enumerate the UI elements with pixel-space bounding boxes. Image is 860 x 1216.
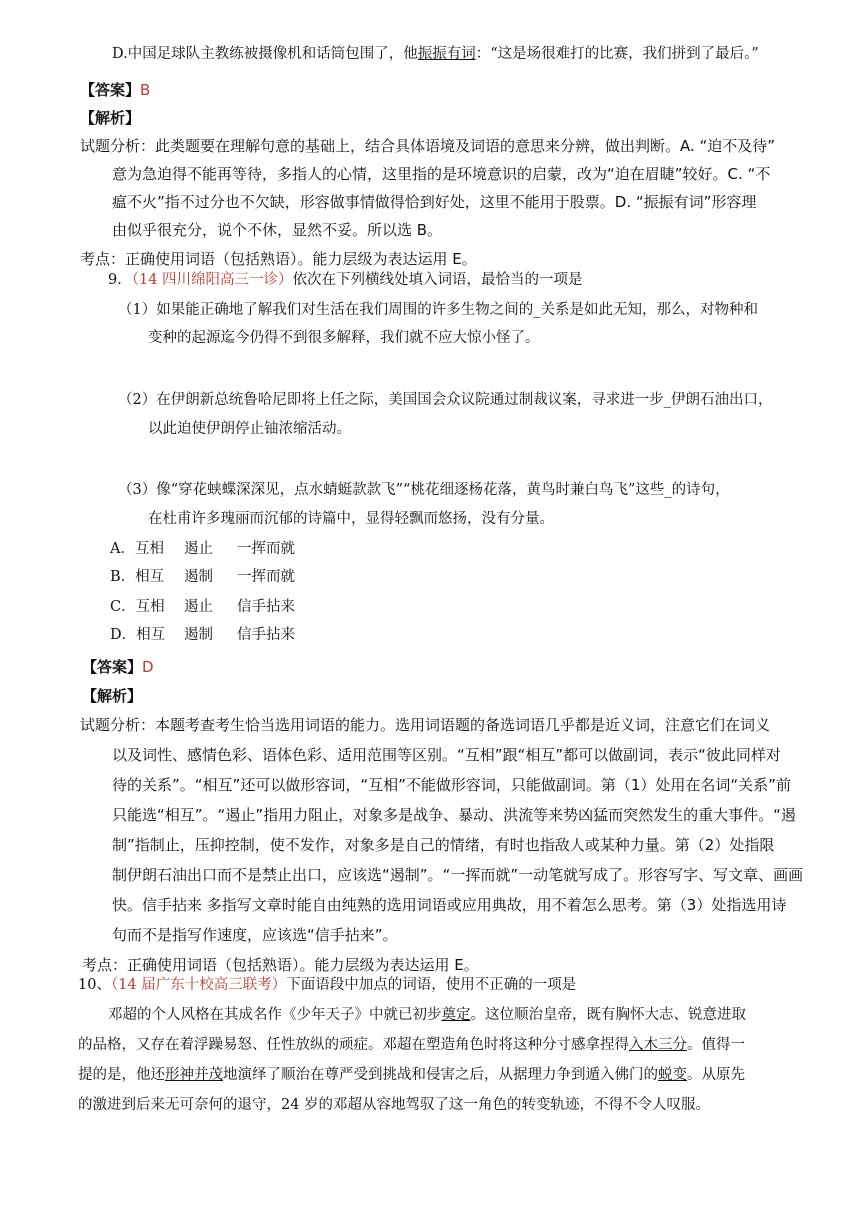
para-text: 。值得一 [687,1037,745,1053]
q9-source: （14 四川绵阳高三一诊） [131,272,293,288]
kaodian-1: 考点：正确使用词语（包括熟语）。能力层级为表达运用 E。 [80,250,477,268]
answer-value: B [140,81,151,99]
q9-item-2-cont: 以此迫使伊朗停止铀浓缩活动。 [148,421,351,437]
analysis-1-line-3: 瘟不火”指不过分也不欠缺，形容做事情做得恰到好处，这里不能用于股票。D. “振振有词”形容理 [112,193,757,211]
analysis-2-line-5: 制”指制止，压抑控制，使不发作，对象多是自己的情绪，有时也指敌人或某种力量。第（2）处指限 [112,836,775,854]
dotted-word-tuibian: 蜕变 [658,1067,687,1083]
q10-heading [78,975,576,995]
q9-item-3-cont: 在杜甫许多瑰丽而沉郁的诗篇中，显得轻飘而悠扬，没有分量。 [148,511,554,527]
q9-heading [108,270,583,290]
kaodian-2: 考点：正确使用词语（包括熟语）。能力层级为表达运用 E。 [82,956,479,974]
option-a-word3: 一挥而就 [237,541,295,557]
option-b-word2: 遏制 [184,569,213,585]
q9-option-b [110,567,295,587]
para-text: 。这位顺治皇帝，既有胸怀大志、锐意进取 [470,1007,746,1023]
analysis-2-line-7: 快。信手拈来 多指写文章时能自由纯熟的选用词语或应用典故，用不着怎么思考。第（3）处指选用诗 [112,896,787,914]
q10-stem: 下面语段中加点的词语，使用不正确的一项是 [286,977,577,993]
option-c-word1: C．互相 [110,599,165,615]
q9-option-a [110,539,295,559]
analysis-2-line-4: 只能选“相互”。“遏止”指用力阻止，对象多是战争、暴动、洪流等来势凶猛而突然发生的重大事件。“遏 [112,806,796,824]
option-d-pre: D.中国足球队主教练被摄像机和话筒包围了，他 [112,46,418,62]
option-d-word3: 信手拈来 [237,627,295,643]
analysis-1-line-1: 试题分析：此类题要在理解句意的基础上，结合具体语境及词语的意思来分辨，做出判断。A. “迫不及待” [80,137,776,155]
analysis-2-line-3: 待的关系”。“相互”还可以做形容词，“互相”不能做形容词，只能做副词。第（1）处用在名词“关系”前 [112,776,791,794]
q9-option-d [110,625,295,645]
dotted-word-xingshenbingmao: 形神并茂 [165,1067,223,1083]
q9-item-1: （1）如果能正确地了解我们对生活在我们周围的许多生物之间的_关系是如此无知，那么，对物种和 [118,302,758,318]
dotted-word-diandin: 奠定 [441,1007,471,1023]
q10-para-line-3 [78,1065,745,1085]
option-a-word2: 遏止 [184,541,213,557]
option-b-word3: 一挥而就 [237,569,295,585]
answer-1 [80,80,150,100]
analysis-2-line-6: 制伊朗石油出口而不是禁止出口，应该选“遏制”。“一挥而就”一动笔就写成了。形容写字、写文章、画画 [112,866,804,884]
q10-para-line-2 [78,1035,745,1055]
analysis-label-2: 【解析】 [82,687,143,705]
para-text: 邓超的个人风格在其成名作《少年天子》中就已初步 [108,1007,442,1023]
option-d-post: ：“这是场很难打的比赛，我们拼到了最后。” [475,46,759,62]
analysis-2-line-2: 以及词性、感情色彩、语体色彩、适用范围等区别。“互相”跟“相互”都可以做副词，表示“彼此同样对 [112,746,781,764]
answer-label: 【答案】 [82,658,143,676]
dotted-word-rumusanfen: 入木三分 [629,1037,687,1053]
answer-value: D [142,658,154,676]
q10-number: 10、 [78,977,111,993]
q9-item-2: （2）在伊朗新总统鲁哈尼即将上任之际，美国国会众议院通过制裁议案，寻求进一步_伊朗石油出口， [118,392,773,408]
q10-source: （14 届广东十校高三联考） [110,977,287,993]
q9-option-c [110,597,295,617]
answer-2 [82,657,154,677]
analysis-2-line-1: 试题分析：本题考查考生恰当选用词语的能力。选用词语题的备选词语几乎都是近义词，注意它们在词义 [80,716,771,734]
para-text: 。从原先 [687,1067,745,1083]
option-d-word2: 遏制 [184,627,213,643]
option-d-line [112,44,759,64]
option-c-word3: 信手拈来 [237,599,295,615]
option-b-word1: B．相互 [110,569,165,585]
q9-number: 9． [108,272,132,288]
option-d-word1: D．相互 [110,627,166,643]
q9-item-3: （3）像“穿花蛱蝶深深见，点水蜻蜓款款飞”“桃花细逐杨花落，黄鸟时兼白鸟飞”这些_的诗句， [118,482,730,498]
q9-item-1-cont: 变种的起源迄今仍得不到很多解释，我们就不应大惊小怪了。 [148,330,540,346]
option-d-underlined: 振振有词 [417,46,476,62]
para-text: 的品格，又存在着浮躁易怒、任性放纵的顽症。邓超在塑造角色时将这种分寸感拿捏得 [78,1037,629,1053]
q9-stem: 依次在下列横线处填入词语，最恰当的一项是 [292,272,583,288]
option-c-word2: 遏止 [184,599,213,615]
analysis-1-line-4: 由似乎很充分，说个不休，显然不妥。所以选 B。 [112,221,443,239]
analysis-label-1: 【解析】 [80,109,141,127]
analysis-1-line-2: 意为急迫得不能再等待，多指人的心情，这里指的是环境意识的启蒙，改为“迫在眉睫”较好。C. “不 [112,165,771,183]
q10-para-line-4: 的激进到后来无可奈何的退守，24 岁的邓超从容地驾驭了这一角色的转变轨迹，不得不令人叹服。 [78,1097,711,1113]
option-a-word1: A．互相 [110,541,164,557]
answer-label: 【答案】 [80,81,141,99]
q10-para-line-1 [108,1005,746,1025]
para-text: 地演绎了顺治在尊严受到挑战和侵害之后，从据理力争到遁入佛门的 [223,1067,658,1083]
analysis-2-line-8: 句而不是指写作速度，应该选“信手拈来”。 [112,926,398,944]
para-text: 提的是，他还 [78,1067,165,1083]
